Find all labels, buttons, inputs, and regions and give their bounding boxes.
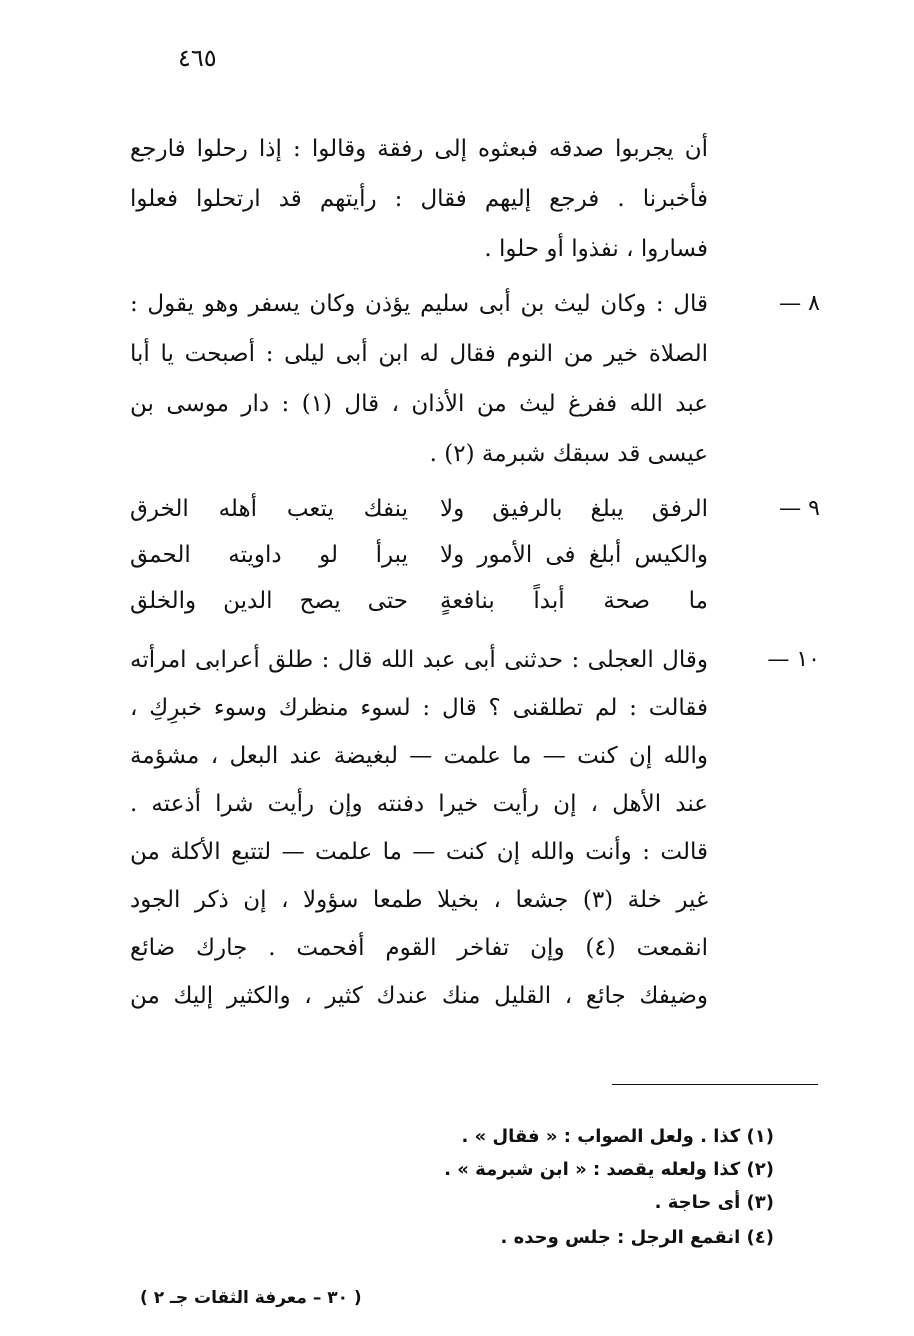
- footnote: (٢) كذا ولعله يقصد : « ابن شبرمة » .: [444, 1159, 774, 1180]
- entry-line: غير خلة (٣) جشعا ، بخيلا طمعا سؤولا ، إن ذكر الجود: [130, 887, 708, 913]
- footnote-separator: [612, 1084, 818, 1085]
- footnote: (٤) انقمع الرجل : جلس وحده .: [500, 1227, 774, 1248]
- entry-line: قال : وكان ليث بن أبى سليم يؤذن وكان يسفر وهو يقول :: [130, 291, 708, 317]
- footnote: (٣) أى حاجة .: [654, 1192, 774, 1213]
- entry-number: ٩ —: [779, 496, 820, 521]
- verse-first-hemistich: والكيس أبلغ فى الأمور ولا: [440, 542, 708, 568]
- entry-line: والله إن كنت — ما علمت — لبغيضة عند البعل ، مشؤمة: [130, 743, 708, 769]
- verse-second-hemistich: ينفك يتعب أهله الخرق: [130, 496, 408, 522]
- entry-line: عبد الله ففرغ ليث من الأذان ، قال (١) : دار موسى بن: [130, 391, 708, 417]
- entry-line: عيسى قد سبقك شبرمة (٢) .: [429, 441, 708, 467]
- entry-line: وقال العجلى : حدثنى أبى عبد الله قال : طلق أعرابى امرأته: [130, 647, 708, 673]
- page-number: ٤٦٥: [178, 44, 217, 72]
- entry-line: الصلاة خير من النوم فقال له ابن أبى ليلى : أصبحت يا أبا: [130, 341, 708, 367]
- verse-first-hemistich: الرفق يبلغ بالرفيق ولا: [440, 496, 708, 522]
- intro-line: أن يجربوا صدقه فبعثوه إلى رفقة وقالوا : إذا رحلوا فارجع: [130, 136, 708, 162]
- verse-second-hemistich: حتى يصح الدين والخلق: [130, 588, 408, 614]
- entry-number: ١٠ —: [767, 647, 820, 672]
- verse-second-hemistich: يبرأ لو داويته الحمق: [130, 542, 408, 568]
- signature-mark: ( ٣٠ – معرفة الثقات جـ ٢ ): [140, 1288, 362, 1308]
- footnote: (١) كذا . ولعل الصواب : « فقال » .: [461, 1126, 774, 1147]
- intro-line: فساروا ، نفذوا أو حلوا .: [484, 236, 708, 262]
- entry-number: ٨ —: [779, 291, 820, 316]
- entry-line: فقالت : لم تطلقنى ؟ قال : لسوء منظرك وسوء خبرِكِ ،: [130, 695, 708, 721]
- entry-line: انقمعت (٤) وإن تفاخر القوم أفحمت . جارك ضائع: [130, 935, 709, 961]
- intro-line: فأخبرنا . فرجع إليهم فقال : رأيتهم قد ارتحلوا فعلوا: [130, 186, 708, 212]
- entry-line: عند الأهل ، إن رأيت خيرا دفنته وإن رأيت شرا أذعته .: [130, 791, 708, 817]
- entry-line: وضيفك جائع ، القليل منك عندك كثير ، والكثير إليك من: [130, 983, 708, 1009]
- verse-first-hemistich: ما صحة أبداً بنافعةٍ: [440, 588, 708, 614]
- entry-line: قالت : وأنت والله إن كنت — ما علمت — لتتبع الأكلة من: [130, 839, 708, 865]
